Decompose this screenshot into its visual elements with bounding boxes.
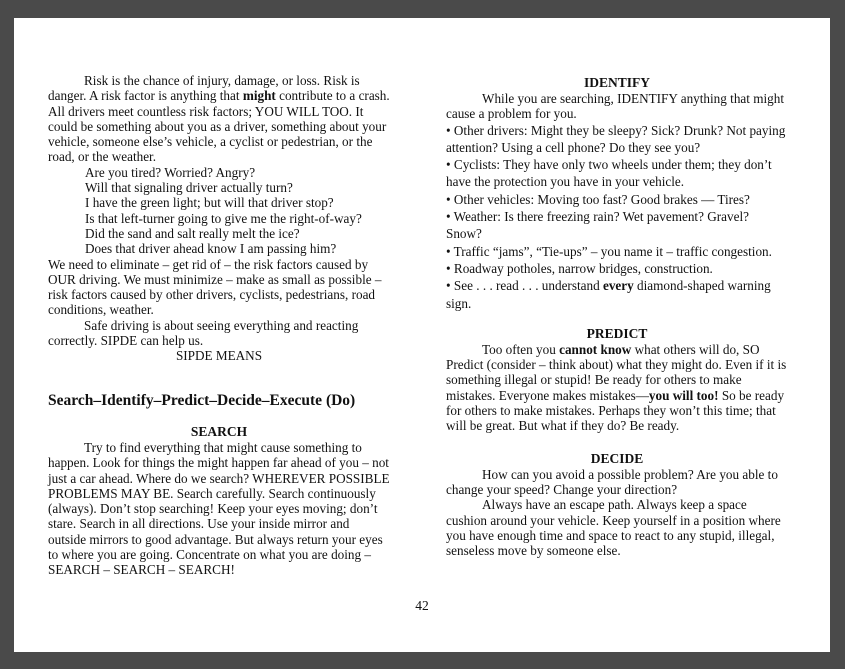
predict-heading: PREDICT — [586, 325, 648, 341]
risk-paragraph — [48, 73, 390, 165]
sipde-heading: Search–Identify–Predict–Decide–Execute (Do) — [48, 391, 356, 409]
search-paragraph: Try to find everything that might cause something to happen. Look for things the might happen far ahead of you – not just a car ahead. Where do we search? WHEREVER POSSIBLE PROBLEMS MAY BE. Search carefully. Search continuously (always). Don’t stop searching! Keep your eyes moving; don’t stare. Search in all directions. Use your inside mirror and outside mirrors to good advantage. But always return your eyes to where you are going. Concentrate on what you are doing – SEARCH – SEARCH – SEARCH! — [48, 439, 390, 578]
identify-intro: While you are searching, IDENTIFY anything that might cause a problem for you. — [446, 91, 785, 122]
bullet-text-emphasis: every — [602, 278, 634, 294]
identify-bullet: • Other vehicles: Moving too fast? Good brakes — Tires? — [446, 191, 750, 207]
spacer — [446, 434, 788, 451]
predict-text-b: what others will do, SO Predict (consider – think about) what they might do. Even if it is something illegal or stupid! Be ready for others to make mistakes. Everyone makes mistakes— — [446, 341, 787, 403]
question-line: Will that signaling driver actually turn? — [85, 180, 293, 196]
identify-heading: IDENTIFY — [583, 75, 650, 90]
predict-text-a: Too often you — [482, 341, 560, 357]
identify-bullet: • Other drivers: Might they be sleepy? Sick? Drunk? Not paying attention? Using a cell phone? Do they see you? — [446, 122, 786, 155]
question-line: Are you tired? Worried? Angry? — [85, 164, 256, 180]
risk-text-emphasis: might — [242, 88, 276, 104]
predict-emphasis-b: you will too! — [648, 387, 719, 403]
decide-paragraph: How can you avoid a possible problem? Are you able to change your speed? Change your direction? — [446, 466, 778, 497]
predict-paragraph — [446, 342, 788, 434]
safe-driving-paragraph: Safe driving is about seeing everything and reacting correctly. SIPDE can help us. — [48, 317, 359, 349]
identify-bullet — [446, 277, 788, 312]
identify-bullet: • Cyclists: They have only two wheels under them; they don’t have the protection you have in your vehicle. — [446, 157, 772, 190]
sipde-means-label: SIPDE MEANS — [175, 348, 263, 364]
question-line: I have the green light; but will that driver stop? — [85, 195, 334, 211]
question-line: Does that driver ahead know I am passing him? — [85, 241, 337, 257]
bullet-text-b: diamond-shaped warning sign. — [446, 278, 771, 311]
identify-bullet: • Weather: Is there freezing rain? Wet pavement? Gravel? Snow? — [446, 209, 749, 242]
predict-emphasis-a: cannot know — [559, 341, 632, 357]
right-column — [446, 75, 788, 558]
search-heading: SEARCH — [190, 423, 248, 439]
predict-text-c: So be ready for others to make mistakes. Perhaps they won’t this time; that will be great. But what if they do? Be ready. — [446, 387, 785, 434]
spacer — [446, 312, 788, 326]
page-number: 42 — [415, 598, 429, 613]
identify-bullet: • Traffic “jams”, “Tie-ups” – you name it – traffic congestion. — [446, 243, 772, 259]
risk-text-b: contribute to a crash. All drivers meet countless risk factors; YOU WILL TOO. It could be something about you as a driver, something about your vehicle, someone else’s vehicle, a cyclist or pedestrian, or the road, or the weather. — [48, 88, 390, 165]
question-line: Did the sand and salt really melt the ice? — [85, 225, 300, 241]
eliminate-paragraph: We need to eliminate – get rid of – the risk factors caused by OUR driving. We must minimize – make as small as possible – risk factors caused by other drivers, cyclists, pedestrians, road conditions, weather. — [48, 256, 382, 318]
risk-text-a: Risk is the chance of injury, damage, or loss. Risk is danger. A risk factor is anything that — [48, 73, 360, 104]
bullet-text-a: • See . . . read . . . understand — [446, 278, 603, 294]
decide-paragraph: Always have an escape path. Always keep a space cushion around your vehicle. Keep yourself in a position where you have enough time and space to react to any stupid, illegal, senseless move by someone else. — [446, 497, 781, 559]
decide-heading: DECIDE — [590, 450, 644, 466]
book-spread — [14, 18, 830, 652]
identify-bullet: • Roadway potholes, narrow bridges, construction. — [446, 260, 713, 276]
left-column — [48, 73, 390, 578]
question-line: Is that left-turner going to give me the right-of-way? — [85, 210, 362, 226]
